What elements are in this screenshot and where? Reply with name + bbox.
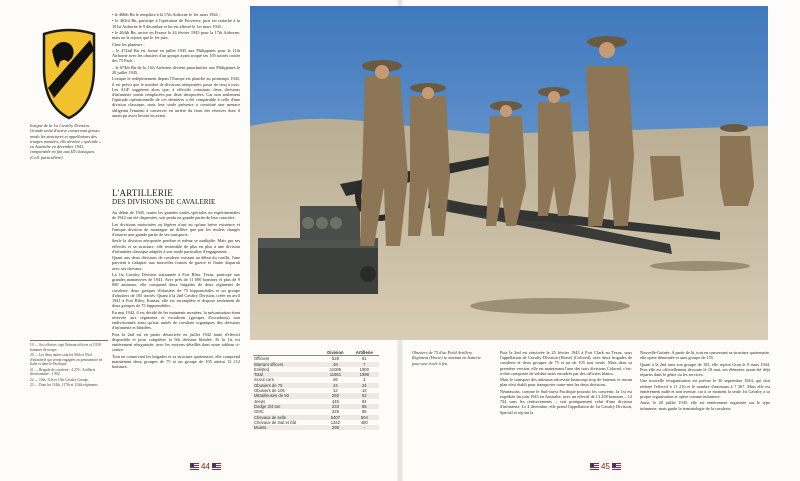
paragraph: Ainsi, le 20 juillet 1945, elle est entièrement organisée sur le type infanterie, mais garde la terminologie de la cavalerie. (640, 400, 770, 411)
row-value: 95 (361, 409, 367, 415)
paragraph: Nouvelle-Guinée. A partir de là, tout en conservant sa structure quaternaire, elle opère démontée et sans groupe de 155. (640, 350, 770, 361)
section-heading (112, 188, 232, 207)
row-value: 84 (361, 398, 367, 404)
row-value: 52 (350, 393, 379, 398)
row-value: 85 (350, 404, 379, 409)
row-value: 233 (321, 404, 349, 409)
row-label: GMC (254, 409, 264, 415)
footnote: 22 — 10th, 11th et 13th Cavalry Groups. (30, 377, 89, 382)
footnote: 21 — Brigade de cavalerie : 4 276 ; Artillerie divisionnaire : 1 902. (30, 367, 96, 377)
row-label: Jeeps (254, 398, 266, 404)
paragraph: • le 464th Bn, arrive en France le 24 février 1945 pour la 17th Airborne, mais ne la rejoint que le 1er juin. (112, 29, 240, 41)
row-value: 480 (360, 419, 368, 425)
paragraph: Quant à la 2nd sans son groupe de 105, elle rejoint Oran le 9 mars 1944. Puis elle est officiellement dissoute le 10 mai, ses éléments ayant été déjà répartis dans le génie ou les services. (640, 361, 770, 377)
photo-caption: Obusiers de 75 d'un Field Artillery Regiment (Horse) se mettant en batterie pour une école à feu. (412, 350, 481, 366)
column-4 (640, 350, 770, 462)
flag-icon (190, 463, 199, 470)
row-value: 12 (333, 388, 338, 394)
insignia-caption: Insigne de la 1st Cavalry Division. Grande unité d'active conservant grosso modo les structures et appellations des troupes montées, elle devient « spéciale » en Australie en décembre 1943, comparable en fait aux ID classiques. (Coll. particulière) (30, 123, 102, 160)
paragraph: Puis la 2nd est réactivée le 25 février 1943 à Fort Clark au Texas, sous l'appellation de Cavalry Division (Horse) (Colored), avec deux brigades de cavalerie et deux groupes de 75 et un de 105 tout neufs. Mais dans sa première version, elle est maintenant l'une des trois divisions Colored, c'est-à-dire composée de soldats noirs encadrés par des officiers blancs. (500, 350, 632, 376)
row-value: 1342 (330, 419, 341, 425)
page-number-left: 44 (190, 462, 221, 471)
row-label: Enlisted (254, 366, 269, 372)
paragraph: • le 463rd Bn, participe à l'opération de Provence, puis est rattaché à la 101st Airborne le 9 décembre et lui est affecté le 1er mars 1945 ; (112, 18, 240, 29)
heading-title: L'ARTILLERIE (112, 188, 173, 198)
row-label: Scout cars (254, 377, 274, 383)
row-label: Warrant officers (253, 362, 321, 367)
cavalry-insignia-patch (40, 28, 98, 120)
paragraph: – le 674th Bn de la 11th Airborne devient parachutiste aux Philippines le 20 juillet 1945. (112, 64, 240, 75)
row-value: 528 (331, 356, 339, 362)
page-number-right: 45 (590, 462, 621, 471)
heading-subtitle: DES DIVISIONS DE CAVALERIE (112, 198, 216, 206)
paragraph: La 1st Cavalry Division stationnée à Fort Bliss, Texas, participe aux grandes manœuvres de 1941. Avec près de 11 000 hommes et plus de 9 000 animaux, elle comprend deux brigades de deux régiments de cavalerie, deux groupes d'obusiers de 75 hippomobiles et un groupe d'obusiers de 105 tractés. Quant à la 2nd Cavalry Division, créée en avril 1941 à Fort Riley, Kansas, elle est incomplète et dispose seulement de deux groupes de 75 hippomobiles. (112, 271, 240, 309)
paragraph: Seule la division aéroportée perdure et même se multiplie. Mais par ses effectifs et sa structure, elle ressemble de plus en plus à une division d'infanterie classique adaptée à son mode particulier d'engagement. (112, 238, 240, 254)
paragraph: Au début de 1945, toutes les grandes unités spéciales ou expérimentales de 1942 ont été dispersées, soit perdu en grande partie de leur caractère. (112, 210, 240, 221)
paragraph: • le 466th Bn le remplace à la 17th Airborne le 1er mars 1944 ; (112, 12, 220, 17)
table-row (253, 425, 379, 430)
paragraph: Puis la 2nd est en partie désactivée en juillet 1942 faute d'effectif disponible et pour compléter la 9th division blindée. Et la 1st est entièrement réorganisée, avec les moyens détaillés dans notre tableau ci-contre. (112, 331, 240, 353)
footnote: 20 — Les deux autres sont les 90th et 93rd d'infanterie qui seront engagées en permanence en Italie et dans le Pacifique. (30, 352, 103, 367)
row-value: 260 (321, 393, 349, 398)
row-label: Total (253, 372, 321, 377)
footnotes (30, 340, 108, 388)
row-value: 445 (331, 398, 339, 404)
row-label: Officiers (254, 356, 270, 362)
column-1-lower (112, 210, 240, 460)
paragraph: Mais le transport des animaux nécessite beaucoup trop de bateaux et aucun plan n'est établi pour transporter outre-mer les deux divisions. (500, 377, 632, 388)
paragraph: Les divisions motorisées ou légères n'ont eu qu'une brève existence et l'unique division de montagne ne diffère que par les mulets chargés d'assurer une grande partie de ses transports. (112, 221, 240, 237)
flag-icon (590, 463, 599, 470)
table-header: Division (321, 350, 349, 356)
row-value: 299 (321, 425, 349, 430)
row-value: 11661 (321, 372, 349, 377)
footnote: 23 — Dont les 114th, 117th et 124th régiments. (30, 382, 99, 387)
row-value: 5407 (321, 415, 349, 420)
paragraph: Lorsque le redéploiement depuis l'Europe est planifié au printemps 1945, il est prévu que le nombre de divisions aéroportées passe de cinq à trois. Les AGF suggèrent alors que, à effectifs constants, deux divisions d'infanterie soient remplacées par deux aéroportées. Car non seulement l'aptitude opérationnelle de ces dernières a été comparable à celle d'une division classique, mais leur seule présence a constitué une menace obligeant l'ennemi à conserver en arrière du front des réserves dont il aurait pu avoir besoin en avant. (112, 76, 240, 118)
footnote: 19 — Six officiers, sept Warrant officers et 2 838 hommes de troupe. (30, 343, 101, 352)
row-value: 12 (361, 388, 367, 394)
row-value: 7 (350, 362, 379, 367)
flag-icon (212, 463, 221, 470)
flag-icon (612, 463, 621, 470)
row-label: Mitrailleuses de 50 (253, 393, 321, 398)
row-value: 24 (321, 383, 349, 388)
row-value: 48 (321, 362, 349, 367)
row-value: 24 (350, 383, 379, 388)
paragraph: Quant aux deux divisions de cavalerie existant au début du conflit, l'une parvient à s'adapter aux nouvelles formes de guerre et l'autre disparaît avec ses chevaux. (112, 255, 240, 271)
table-header: Artillerie (350, 350, 379, 356)
row-value: 1998 (350, 372, 379, 377)
column-1-upper (112, 12, 240, 186)
row-label: Obusiers de 75 (253, 383, 321, 388)
row-value: 1900 (359, 366, 369, 372)
row-label: Chevaux de trait et bât (254, 419, 297, 425)
column-3 (500, 350, 632, 462)
row-label: Chevaux de selle (253, 415, 321, 420)
paragraph: Tout en conservant les brigades et sa structure quaternaire, elle comprend maintenant deux groupes de 75 et un groupe de 105 atteint 12 112 hommes. (112, 353, 240, 369)
row-value: 26 (333, 377, 338, 383)
paragraph: Néanmoins, comme le Sud-ouest Pacifique pourrait les convertir, la 1st est expédiée fin juin 1943 en Australie, avec un effectif de 13 258 hommes – 12 724 sans les renforcements – soit pratiquement celui d'une division d'infanterie. Le 4 décembre, elle prend l'appellation de 1st Cavalry Division, Special et rejoint la (500, 388, 632, 415)
row-value: - (350, 425, 379, 430)
paragraph: Chez les planeurs : (112, 41, 145, 47)
artillery-photograph (250, 6, 768, 340)
organization-table (253, 350, 379, 430)
paragraph: Une nouvelle réorganisation est prévue le 30 septembre 1944, qui doit réduire l'effectif à 11 216 et le nombre d'animaux à 7 367. Mais elle est entièrement nulle et non avenue, car à ce moment la seule 1st Cavalry a sa propre organisation et opère comme infanterie. (640, 378, 770, 399)
row-label: Obusiers de 105 (254, 388, 285, 394)
paragraph: En mai 1942, il est décidé de les maintenir montées, la mécanisation étant réservée aux régiments et escadrons (groupes d'escadrons) non endivisionnés ainsi qu'aux unités de cavalerie organiques des divisions d'infanterie et blindées. (112, 309, 240, 331)
row-value: 91 (361, 356, 367, 362)
row-label: Mulets (253, 425, 321, 430)
row-value: 3 (363, 377, 366, 383)
row-value: 329 (331, 409, 339, 415)
row-value: 11085 (329, 366, 342, 372)
row-value: 504 (350, 415, 379, 420)
paragraph: – le 472nd Bn est formé en juillet 1945 aux Philippines pour la 11th Airborne avec les obusiers d'un groupe ayant troqué ses 105 tractés contre des 75 Pack ; (112, 47, 240, 64)
row-label: Dodge 3/4 ton (253, 404, 321, 409)
